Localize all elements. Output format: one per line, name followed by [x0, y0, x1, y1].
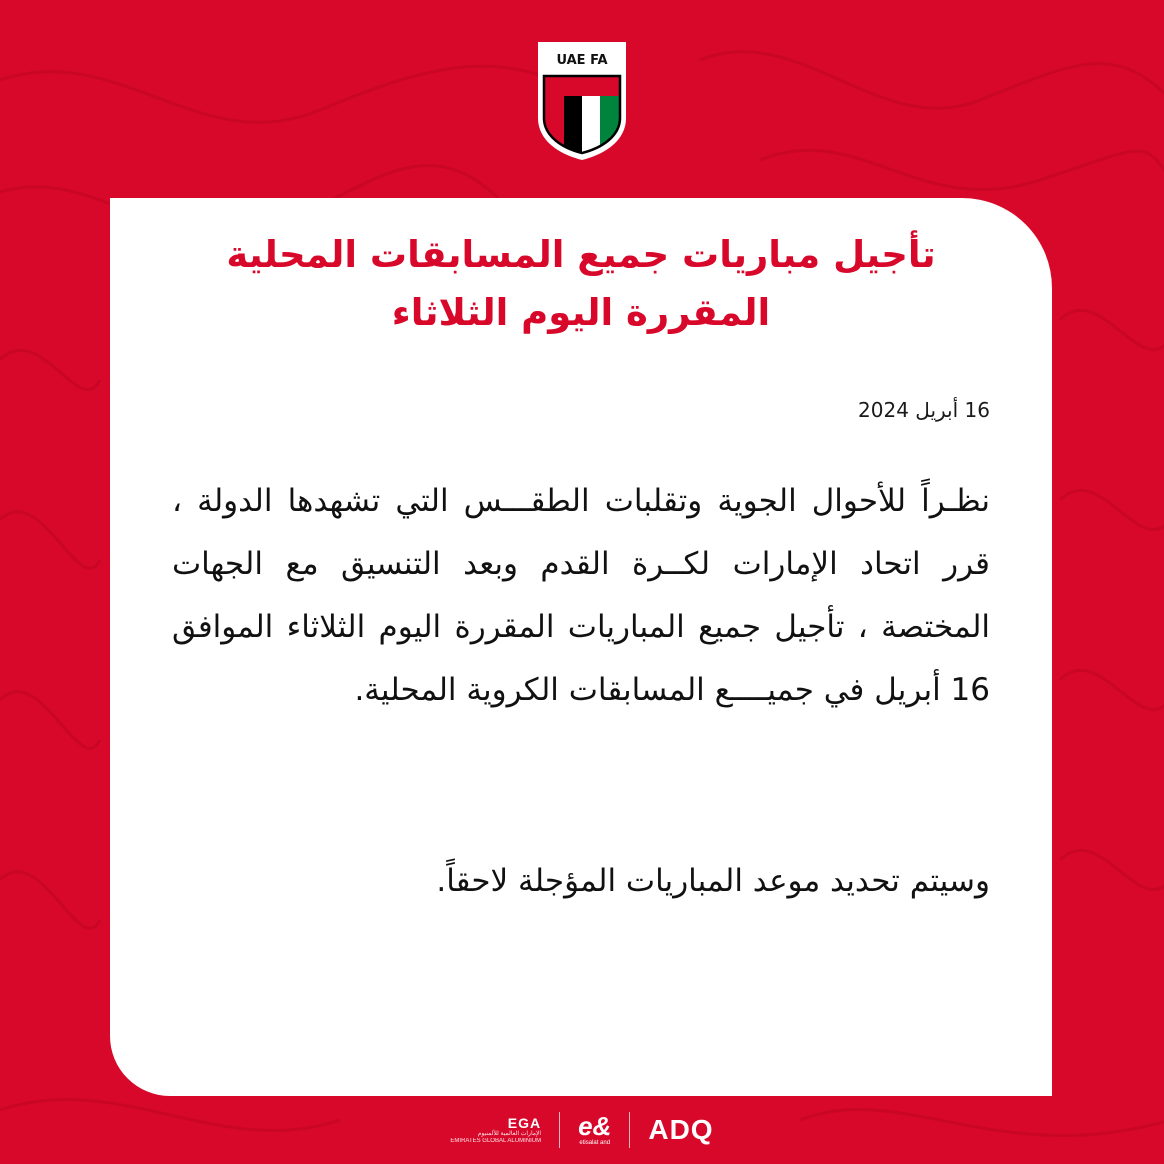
announcement-card — [110, 198, 1052, 1096]
uae-fa-crest-icon — [536, 40, 628, 162]
ega-logo-name: EGA — [507, 1115, 542, 1131]
title-line-2: المقررة اليوم الثلاثاء — [391, 291, 771, 334]
eand-logo-sub: etisalat and — [579, 1140, 611, 1146]
adq-logo: ADQ — [648, 1114, 714, 1145]
sponsor-divider — [559, 1112, 560, 1148]
crest-text: UAE FA — [556, 53, 608, 68]
sponsor-divider — [629, 1112, 630, 1148]
announcement-title — [170, 226, 992, 342]
ega-logo-sub-en: EMIRATES GLOBAL ALUMINIUM — [450, 1138, 542, 1144]
title-line-1: تأجيل مباريات جميع المسابقات المحلية — [226, 233, 936, 276]
sponsor-logos — [412, 1106, 752, 1154]
eand-logo — [578, 1113, 611, 1147]
announcement-date: 16 أبريل 2024 — [858, 398, 990, 422]
ega-logo-sub-ar: الإمارات العالمية للألمنيوم — [477, 1131, 542, 1137]
announcement-body: نظـراً للأحوال الجوية وتقلبات الطقـــس التي تشهدها الدولة ، قرر اتحاد الإمارات لكــرة القدم وبعد التنسيق مع الجهات المختصة ، تأجيل جميع المباريات المقررة اليوم الثلاثاء الموافق 16 أبريل في جميــــع المسابقات الكروية المحلية. — [172, 483, 990, 708]
eand-logo-name: e& — [578, 1111, 612, 1141]
announcement-closing: وسيتم تحديد موعد المباريات المؤجلة لاحقاً. — [436, 863, 990, 899]
ega-logo — [450, 1115, 541, 1145]
uae-fa-crest — [536, 40, 628, 162]
